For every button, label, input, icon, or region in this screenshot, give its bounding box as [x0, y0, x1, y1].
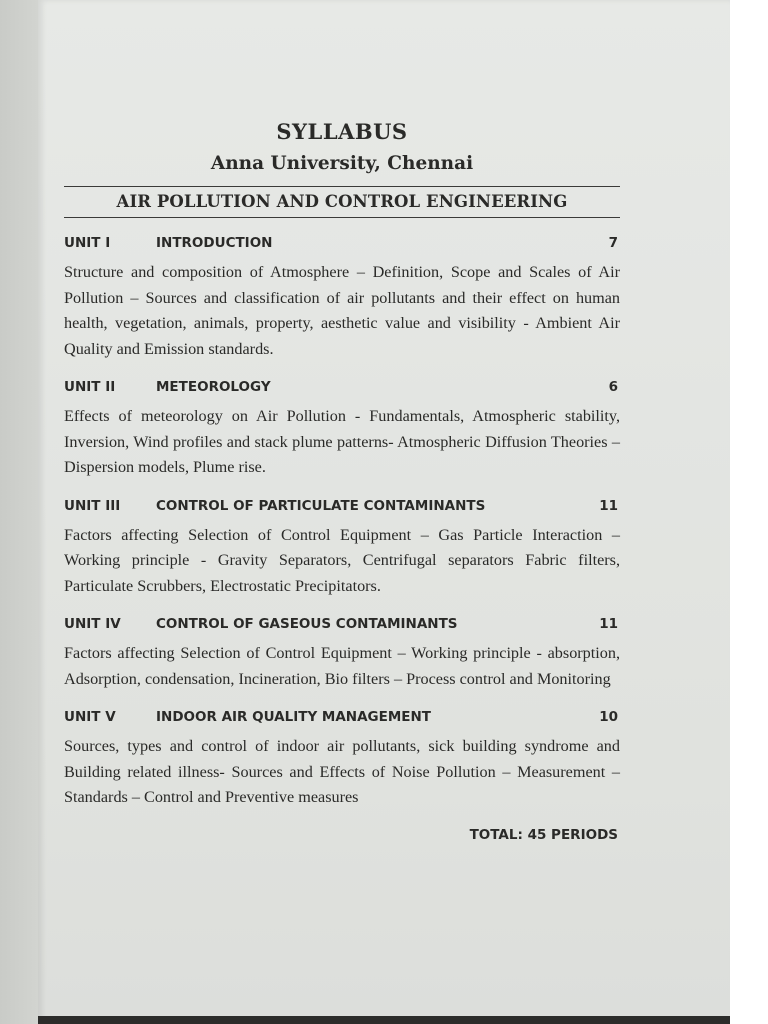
university-name: Anna University, Chennai [210, 153, 474, 174]
unit-section [64, 376, 620, 481]
unit-heading [64, 376, 620, 398]
unit-code: UNIT III [64, 497, 121, 514]
unit-hours: 11 [599, 497, 618, 514]
book-gutter-shadow [0, 0, 38, 1024]
unit-hours: 7 [608, 235, 618, 251]
unit-name: METEOROLOGY [156, 379, 271, 395]
syllabus-content [64, 118, 620, 843]
bottom-edge [38, 1016, 730, 1024]
unit-code: UNIT V [64, 709, 116, 725]
unit-content: Factors affecting Selection of Control Equipment – Working principle - absorption, Adsorption, condensation, Incineration, Bio filters – Process control and Monitoring [64, 644, 620, 688]
unit-section [64, 613, 620, 692]
unit-content: Effects of meteorology on Air Pollution - Fundamentals, Atmospheric stability, Inversion, Wind profiles and stack plume patterns- Atmospheric Diffusion Theories – Dispersion models, Plume rise. [64, 407, 620, 476]
unit-code: UNIT II [64, 379, 116, 395]
unit-content: Sources, types and control of indoor air pollutants, sick building syndrome and Building related illness- Sources and Effects of Noise Pollution – Measurement – Standards – Control and Preventive measures [64, 737, 620, 806]
unit-heading [64, 613, 620, 635]
unit-name: INTRODUCTION [156, 235, 273, 251]
unit-hours: 6 [608, 379, 618, 395]
unit-name: INDOOR AIR QUALITY MANAGEMENT [156, 709, 432, 725]
unit-section [64, 706, 620, 811]
unit-heading [64, 706, 620, 728]
page-title: SYLLABUS [276, 119, 408, 144]
unit-code: UNIT IV [64, 616, 121, 632]
unit-hours: 11 [599, 616, 618, 632]
unit-section [64, 495, 620, 600]
top-rule [64, 186, 620, 187]
unit-heading [64, 495, 620, 517]
unit-content: Factors affecting Selection of Control Equipment – Gas Particle Interaction – Working principle - Gravity Separators, Centrifugal separators Fabric filters, Particulate Scrubbers, Electrostatic Precipitators. [64, 525, 620, 595]
unit-hours: 10 [599, 709, 618, 725]
unit-content: Structure and composition of Atmosphere – Definition, Scope and Scales of Air Pollution – Sources and classification of air pollutants and their effect on human health, vegetation, animals, property, aesthetic value and visibility - Ambient Air Quality and Emission standards. [64, 263, 620, 358]
total-periods: TOTAL: 45 PERIODS [469, 826, 618, 843]
unit-name: CONTROL OF GASEOUS CONTAMINANTS [156, 616, 458, 632]
unit-name: CONTROL OF PARTICULATE CONTAMINANTS [156, 497, 486, 514]
page-edge [730, 0, 768, 1024]
bottom-rule [64, 217, 620, 218]
unit-section [64, 232, 620, 362]
course-title: AIR POLLUTION AND CONTROL ENGINEERING [116, 192, 568, 211]
unit-heading [64, 232, 620, 254]
unit-code: UNIT I [64, 235, 111, 251]
